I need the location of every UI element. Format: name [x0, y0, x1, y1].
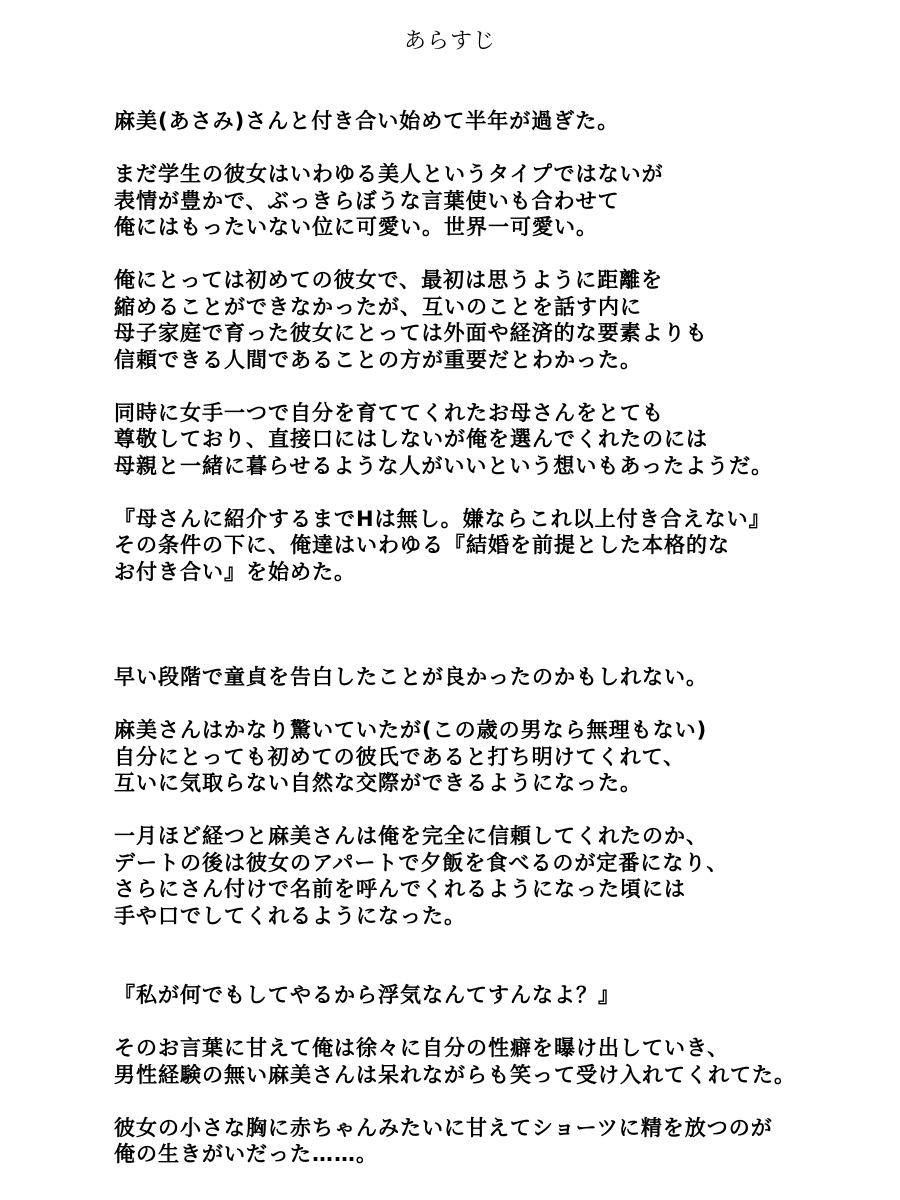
text-line: その条件の下に、俺達はいわゆる『結婚を前提とした本格的な: [114, 533, 730, 557]
text-line: 俺にはもったいない位に可愛い。世界一可愛い。: [114, 215, 598, 239]
text-line: お付き合い』を始めた。: [114, 559, 356, 584]
text-line: 尊敬しており、直接口にはしないが俺を選んでくれたのには: [114, 427, 708, 451]
text-line: 一月ほど経つと麻美さんは俺を完全に信頼してくれたのか、: [114, 824, 708, 848]
text-line: 縮めることができなかったが、互いのことを話す内に: [114, 294, 642, 319]
paragraph: [114, 717, 874, 797]
text-line: デートの後は彼女のアパートで夕飯を食べるのが定番になり、: [114, 850, 729, 875]
text-line: 手や口でしてくれるようになった。: [114, 903, 466, 928]
paragraph: [114, 1035, 874, 1088]
text-line: 麻美(あさみ)さんと付き合い始めて半年が過ぎた。: [114, 109, 620, 133]
text-line: さらにさん付けで名前を呼んでくれるようになった頃には: [114, 877, 686, 901]
text-line: 母子家庭で育った彼女にとっては外面や経済的な要素よりも: [114, 321, 708, 345]
paragraph: [114, 267, 874, 373]
text-line: 俺の生きがいだった……。: [114, 1142, 378, 1166]
paragraph: [114, 664, 874, 691]
text-line: 同時に女手一つで自分を育ててくれたお母さんをとても: [114, 400, 664, 425]
paragraph: [114, 108, 874, 135]
text-line: 麻美さんはかなり驚いていたが(この歳の男なら無理もない): [114, 718, 708, 742]
paragraph: [114, 161, 874, 241]
text-line: 母親と一緒に暮らせるような人がいいという想いもあったようだ。: [114, 453, 774, 478]
text-line: 『母さんに紹介するまでHは無し。嫌ならこれ以上付き合えない』: [114, 506, 771, 531]
text-line: 表情が豊かで、ぶっきらぼうな言葉使いも合わせて: [114, 188, 620, 213]
paragraph: [114, 823, 874, 929]
text-line: まだ学生の彼女はいわゆる美人というタイプではないが: [114, 162, 664, 186]
text-line: そのお言葉に甘えて俺は徐々に自分の性癖を曝け出していき、: [114, 1036, 730, 1060]
paragraph: [114, 400, 874, 480]
document-body: [114, 108, 874, 1168]
text-line: 彼女の小さな胸に赤ちゃんみたいに甘えてショーツに精を放つのが: [114, 1115, 773, 1140]
text-line: 『私が何でもしてやるから浮気なんてすんなよ？』: [114, 983, 620, 1007]
paragraph: [114, 982, 874, 1009]
document-title: あらすじ: [403, 29, 496, 54]
paragraph: [114, 1115, 874, 1168]
text-line: 信頼できる人間であることの方が重要だとわかった。: [114, 347, 642, 372]
text-line: 自分にとっても初めての彼氏であると打ち明けてくれて、: [114, 744, 686, 769]
text-line: 早い段階で童貞を告白したことが良かったのかもしれない。: [114, 665, 708, 689]
text-line: 男性経験の無い麻美さんは呆れながらも笑って受け入れてくれてた。: [114, 1062, 796, 1087]
text-line: 互いに気取らない自然な交際ができるようになった。: [114, 771, 642, 795]
text-line: 俺にとっては初めての彼女で、最初は思うように距離を: [114, 268, 664, 292]
paragraph: [114, 506, 874, 586]
